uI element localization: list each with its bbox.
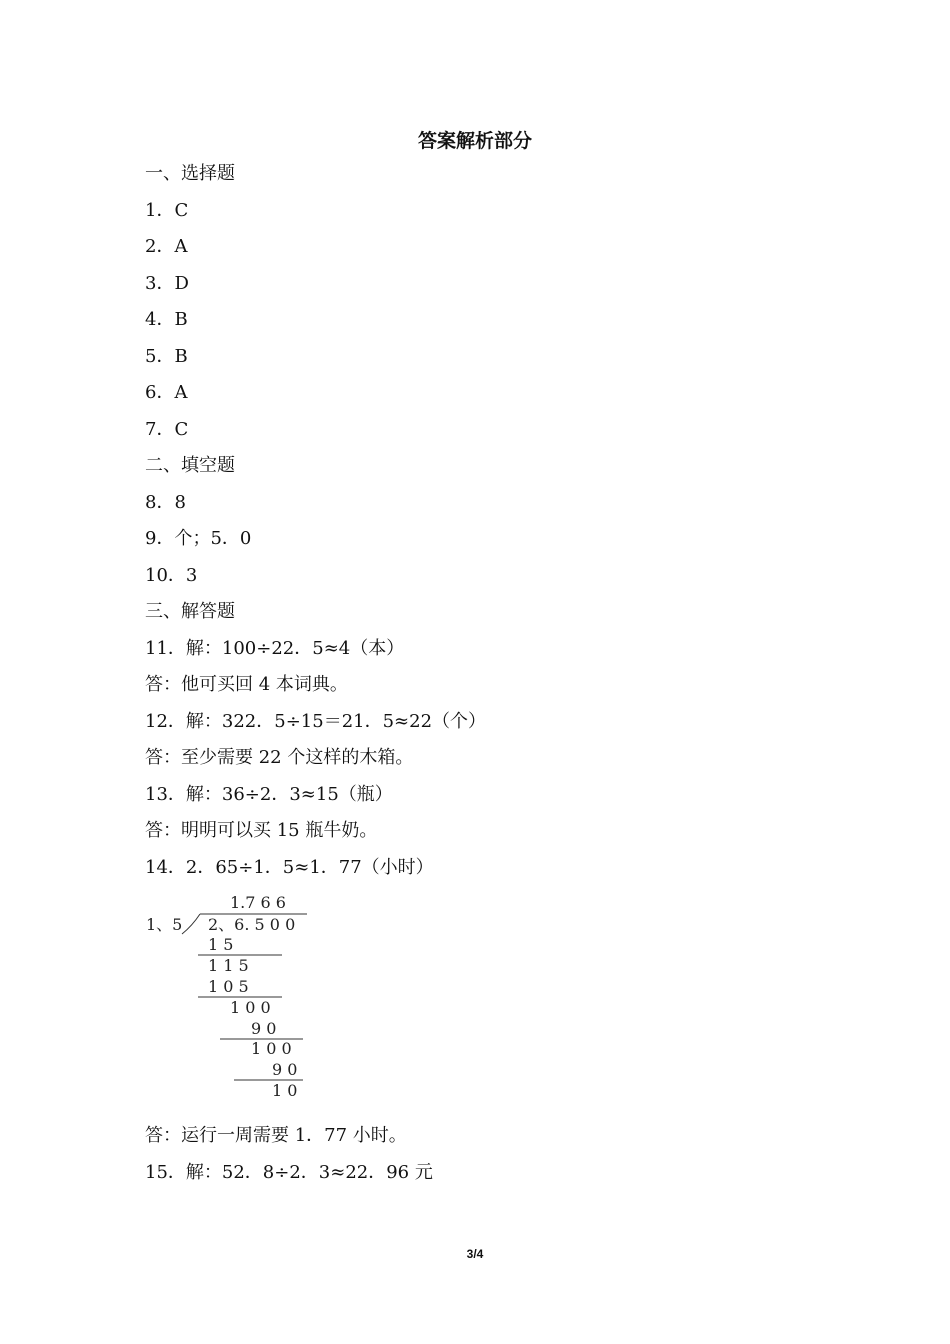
page-title: 答案解析部分: [417, 130, 532, 152]
division-step: 1 0 0: [230, 998, 271, 1017]
division-divisor: 1、5: [146, 915, 183, 934]
answer-line: 13．解：36÷2．3≈15（瓶）: [145, 783, 393, 805]
answer-line: 11．解：100÷22．5≈4（本）: [145, 637, 405, 659]
division-step: 9 0: [251, 1019, 277, 1038]
answer-list: [145, 162, 486, 892]
answer-line: 14．2．65÷1．5≈1．77（小时）: [145, 856, 434, 878]
long-division-svg: [140, 892, 320, 1102]
division-step: 1 5: [208, 935, 234, 954]
section-heading: 一、选择题: [145, 163, 235, 184]
section-heading: 三、解答题: [145, 601, 235, 622]
long-division-figure: [140, 892, 320, 1102]
answer-line: 9．个；5．0: [145, 528, 252, 549]
answer-line: 7．C: [145, 418, 189, 440]
division-step: 1 0 0: [251, 1039, 292, 1058]
division-step: 1 0 5: [208, 977, 249, 996]
answer-line: 答：至少需要 22 个这样的木箱。: [145, 747, 414, 768]
answer-line: 2．A: [145, 236, 188, 257]
division-quotient: 1.7 6 6: [230, 893, 286, 912]
division-step: 1 0: [272, 1081, 298, 1100]
division-step: 1 1 5: [208, 956, 249, 975]
answer-list-continued: [145, 1124, 433, 1197]
answer-line: 答：明明可以买 15 瓶牛奶。: [145, 820, 378, 841]
answer-line: 3．D: [145, 272, 189, 294]
answer-line: 12．解：322．5÷15＝21．5≈22（个）: [145, 710, 487, 732]
answer-line: 10．3: [145, 564, 198, 586]
division-dividend: 2、6. 5 0 0: [208, 915, 296, 934]
answer-line: 15．解：52．8÷2．3≈22．96 元: [145, 1161, 433, 1183]
division-bracket: [182, 914, 200, 934]
answer-line: 答：运行一周需要 1．77 小时。: [145, 1125, 407, 1146]
answer-line: 4．B: [145, 309, 188, 330]
answer-line: 答：他可买回 4 本词典。: [145, 674, 348, 695]
page-number: 3/4: [466, 1247, 484, 1261]
division-step: 9 0: [272, 1060, 298, 1079]
answer-line: 6．A: [145, 382, 188, 403]
answer-line: 8．8: [145, 491, 186, 513]
section-heading: 二、填空题: [145, 455, 235, 476]
answer-line: 1．C: [145, 199, 189, 221]
answer-line: 5．B: [145, 345, 188, 367]
